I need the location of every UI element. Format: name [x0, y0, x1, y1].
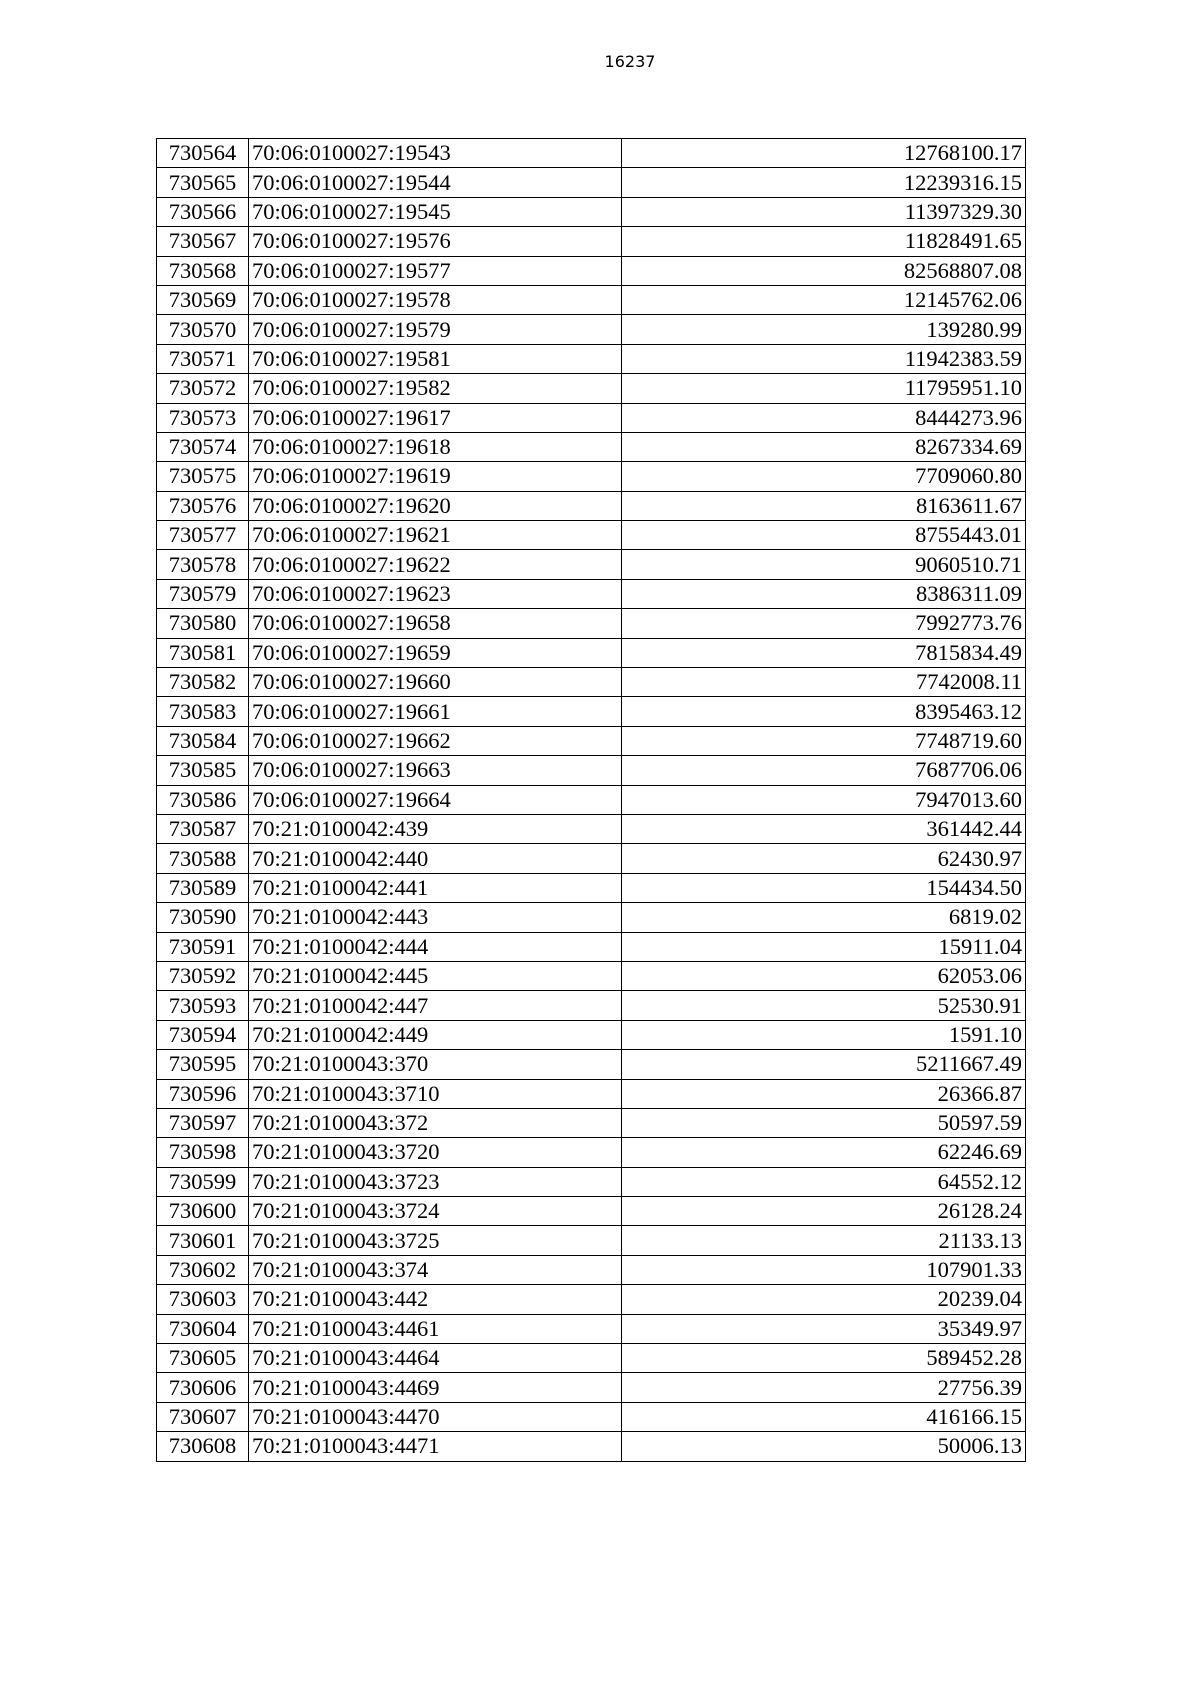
row-number-cell: 730604: [157, 1314, 249, 1343]
table-row: [157, 315, 1026, 344]
row-number-cell: 730589: [157, 873, 249, 902]
row-number-cell: 730597: [157, 1108, 249, 1137]
table-row: [157, 873, 1026, 902]
cadastral-value-cell: 139280.99: [622, 315, 1026, 344]
row-number-cell: 730580: [157, 609, 249, 638]
table-row: [157, 1402, 1026, 1431]
row-number-cell: 730593: [157, 991, 249, 1020]
table-row: [157, 991, 1026, 1020]
cadastral-number-cell: 70:06:0100027:19618: [249, 432, 622, 461]
row-number-cell: 730579: [157, 579, 249, 608]
cadastral-number-cell: 70:21:0100043:4461: [249, 1314, 622, 1343]
row-number-cell: 730607: [157, 1402, 249, 1431]
row-number-cell: 730606: [157, 1373, 249, 1402]
cadastral-value-cell: 7687706.06: [622, 756, 1026, 785]
cadastral-value-cell: 11942383.59: [622, 344, 1026, 373]
cadastral-number-cell: 70:06:0100027:19658: [249, 609, 622, 638]
row-number-cell: 730595: [157, 1050, 249, 1079]
table-row: [157, 1138, 1026, 1167]
cadastral-number-cell: 70:06:0100027:19544: [249, 168, 622, 197]
cadastral-number-cell: 70:21:0100042:440: [249, 844, 622, 873]
row-number-cell: 730565: [157, 168, 249, 197]
row-number-cell: 730608: [157, 1432, 249, 1461]
cadastral-value-cell: 50006.13: [622, 1432, 1026, 1461]
row-number-cell: 730573: [157, 403, 249, 432]
table-row: [157, 1314, 1026, 1343]
cadastral-value-cell: 62246.69: [622, 1138, 1026, 1167]
row-number-cell: 730591: [157, 932, 249, 961]
row-number-cell: 730571: [157, 344, 249, 373]
cadastral-number-cell: 70:06:0100027:19663: [249, 756, 622, 785]
cadastral-value-cell: 8163611.67: [622, 491, 1026, 520]
cadastral-number-cell: 70:21:0100043:442: [249, 1285, 622, 1314]
cadastral-value-cell: 21133.13: [622, 1226, 1026, 1255]
row-number-cell: 730594: [157, 1020, 249, 1049]
cadastral-number-cell: 70:21:0100043:370: [249, 1050, 622, 1079]
table-row: [157, 932, 1026, 961]
cadastral-number-cell: 70:06:0100027:19621: [249, 521, 622, 550]
row-number-cell: 730598: [157, 1138, 249, 1167]
cadastral-value-cell: 8755443.01: [622, 521, 1026, 550]
table-row: [157, 1373, 1026, 1402]
table-row: [157, 1226, 1026, 1255]
cadastral-value-cell: 20239.04: [622, 1285, 1026, 1314]
table-row: [157, 814, 1026, 843]
row-number-cell: 730581: [157, 638, 249, 667]
cadastral-value-cell: 12145762.06: [622, 285, 1026, 314]
cadastral-value-cell: 11828491.65: [622, 227, 1026, 256]
cadastral-number-cell: 70:06:0100027:19576: [249, 227, 622, 256]
cadastral-value-cell: 26366.87: [622, 1079, 1026, 1108]
cadastral-number-cell: 70:06:0100027:19579: [249, 315, 622, 344]
table-row: [157, 1167, 1026, 1196]
cadastral-value-cell: 11397329.30: [622, 197, 1026, 226]
cadastral-number-cell: 70:06:0100027:19623: [249, 579, 622, 608]
row-number-cell: 730590: [157, 903, 249, 932]
row-number-cell: 730600: [157, 1197, 249, 1226]
cadastral-number-cell: 70:21:0100043:4470: [249, 1402, 622, 1431]
table-row: [157, 1344, 1026, 1373]
cadastral-value-cell: 1591.10: [622, 1020, 1026, 1049]
cadastral-number-cell: 70:21:0100043:374: [249, 1255, 622, 1284]
row-number-cell: 730603: [157, 1285, 249, 1314]
table-row: [157, 227, 1026, 256]
cadastral-number-cell: 70:06:0100027:19545: [249, 197, 622, 226]
row-number-cell: 730584: [157, 726, 249, 755]
table-row: [157, 609, 1026, 638]
row-number-cell: 730588: [157, 844, 249, 873]
cadastral-value-cell: 6819.02: [622, 903, 1026, 932]
table-row: [157, 638, 1026, 667]
cadastral-value-cell: 62053.06: [622, 961, 1026, 990]
table-row: [157, 903, 1026, 932]
cadastral-number-cell: 70:06:0100027:19659: [249, 638, 622, 667]
cadastral-number-cell: 70:21:0100043:4469: [249, 1373, 622, 1402]
cadastral-value-cell: 82568807.08: [622, 256, 1026, 285]
cadastral-value-cell: 35349.97: [622, 1314, 1026, 1343]
cadastral-number-cell: 70:06:0100027:19617: [249, 403, 622, 432]
cadastral-number-cell: 70:21:0100042:439: [249, 814, 622, 843]
row-number-cell: 730601: [157, 1226, 249, 1255]
table-row: [157, 1020, 1026, 1049]
cadastral-value-cell: 107901.33: [622, 1255, 1026, 1284]
table-row: [157, 1197, 1026, 1226]
cadastral-number-cell: 70:21:0100042:444: [249, 932, 622, 961]
row-number-cell: 730599: [157, 1167, 249, 1196]
cadastral-value-cell: 52530.91: [622, 991, 1026, 1020]
table-row: [157, 462, 1026, 491]
cadastral-number-cell: 70:06:0100027:19578: [249, 285, 622, 314]
table-row: [157, 344, 1026, 373]
cadastral-number-cell: 70:21:0100042:441: [249, 873, 622, 902]
table-row: [157, 756, 1026, 785]
table-row: [157, 285, 1026, 314]
cadastral-number-cell: 70:06:0100027:19622: [249, 550, 622, 579]
cadastral-number-cell: 70:06:0100027:19581: [249, 344, 622, 373]
row-number-cell: 730586: [157, 785, 249, 814]
row-number-cell: 730577: [157, 521, 249, 550]
cadastral-number-cell: 70:06:0100027:19664: [249, 785, 622, 814]
cadastral-number-cell: 70:21:0100042:445: [249, 961, 622, 990]
cadastral-value-cell: 416166.15: [622, 1402, 1026, 1431]
cadastral-value-cell: 7709060.80: [622, 462, 1026, 491]
table-row: [157, 961, 1026, 990]
cadastral-value-cell: 8444273.96: [622, 403, 1026, 432]
table-row: [157, 550, 1026, 579]
cadastral-number-cell: 70:06:0100027:19619: [249, 462, 622, 491]
row-number-cell: 730568: [157, 256, 249, 285]
cadastral-number-cell: 70:06:0100027:19620: [249, 491, 622, 520]
cadastral-value-table: [156, 138, 1026, 1462]
table-row: [157, 197, 1026, 226]
row-number-cell: 730576: [157, 491, 249, 520]
cadastral-number-cell: 70:21:0100043:3710: [249, 1079, 622, 1108]
cadastral-value-cell: 589452.28: [622, 1344, 1026, 1373]
row-number-cell: 730602: [157, 1255, 249, 1284]
table-row: [157, 1285, 1026, 1314]
table-row: [157, 697, 1026, 726]
cadastral-value-cell: 50597.59: [622, 1108, 1026, 1137]
cadastral-number-cell: 70:21:0100043:3725: [249, 1226, 622, 1255]
cadastral-value-cell: 9060510.71: [622, 550, 1026, 579]
row-number-cell: 730575: [157, 462, 249, 491]
row-number-cell: 730587: [157, 814, 249, 843]
cadastral-value-cell: 12768100.17: [622, 139, 1026, 168]
row-number-cell: 730578: [157, 550, 249, 579]
cadastral-number-cell: 70:21:0100043:4464: [249, 1344, 622, 1373]
table-row: [157, 785, 1026, 814]
table-row: [157, 668, 1026, 697]
cadastral-number-cell: 70:21:0100043:3720: [249, 1138, 622, 1167]
cadastral-value-cell: 7748719.60: [622, 726, 1026, 755]
cadastral-value-cell: 361442.44: [622, 814, 1026, 843]
table-row: [157, 168, 1026, 197]
table-row: [157, 374, 1026, 403]
cadastral-value-cell: 7992773.76: [622, 609, 1026, 638]
table-row: [157, 1050, 1026, 1079]
table-row: [157, 432, 1026, 461]
cadastral-number-cell: 70:06:0100027:19582: [249, 374, 622, 403]
cadastral-value-cell: 7815834.49: [622, 638, 1026, 667]
table-row: [157, 844, 1026, 873]
cadastral-number-cell: 70:21:0100043:3723: [249, 1167, 622, 1196]
row-number-cell: 730596: [157, 1079, 249, 1108]
row-number-cell: 730564: [157, 139, 249, 168]
cadastral-number-cell: 70:21:0100042:447: [249, 991, 622, 1020]
cadastral-value-cell: 11795951.10: [622, 374, 1026, 403]
cadastral-number-cell: 70:06:0100027:19662: [249, 726, 622, 755]
cadastral-number-cell: 70:21:0100043:4471: [249, 1432, 622, 1461]
table-row: [157, 491, 1026, 520]
table-row: [157, 521, 1026, 550]
table-row: [157, 726, 1026, 755]
table-body: [157, 139, 1026, 1462]
cadastral-number-cell: 70:06:0100027:19577: [249, 256, 622, 285]
row-number-cell: 730592: [157, 961, 249, 990]
cadastral-number-cell: 70:21:0100043:372: [249, 1108, 622, 1137]
cadastral-value-cell: 154434.50: [622, 873, 1026, 902]
cadastral-number-cell: 70:21:0100042:443: [249, 903, 622, 932]
cadastral-value-cell: 64552.12: [622, 1167, 1026, 1196]
row-number-cell: 730567: [157, 227, 249, 256]
row-number-cell: 730585: [157, 756, 249, 785]
table-row: [157, 139, 1026, 168]
table-row: [157, 1255, 1026, 1284]
row-number-cell: 730566: [157, 197, 249, 226]
cadastral-value-cell: 8386311.09: [622, 579, 1026, 608]
cadastral-value-cell: 12239316.15: [622, 168, 1026, 197]
cadastral-number-cell: 70:06:0100027:19543: [249, 139, 622, 168]
table-row: [157, 579, 1026, 608]
row-number-cell: 730574: [157, 432, 249, 461]
cadastral-value-cell: 8395463.12: [622, 697, 1026, 726]
table-row: [157, 403, 1026, 432]
table-row: [157, 1108, 1026, 1137]
table-row: [157, 1079, 1026, 1108]
cadastral-value-cell: 62430.97: [622, 844, 1026, 873]
cadastral-value-cell: 8267334.69: [622, 432, 1026, 461]
row-number-cell: 730583: [157, 697, 249, 726]
cadastral-value-cell: 7742008.11: [622, 668, 1026, 697]
row-number-cell: 730570: [157, 315, 249, 344]
row-number-cell: 730582: [157, 668, 249, 697]
row-number-cell: 730605: [157, 1344, 249, 1373]
cadastral-number-cell: 70:06:0100027:19661: [249, 697, 622, 726]
cadastral-value-cell: 7947013.60: [622, 785, 1026, 814]
cadastral-value-cell: 27756.39: [622, 1373, 1026, 1402]
page-number: 16237: [604, 52, 656, 71]
cadastral-value-cell: 5211667.49: [622, 1050, 1026, 1079]
table-row: [157, 256, 1026, 285]
row-number-cell: 730572: [157, 374, 249, 403]
row-number-cell: 730569: [157, 285, 249, 314]
cadastral-value-cell: 26128.24: [622, 1197, 1026, 1226]
table-row: [157, 1432, 1026, 1461]
cadastral-number-cell: 70:21:0100042:449: [249, 1020, 622, 1049]
cadastral-number-cell: 70:06:0100027:19660: [249, 668, 622, 697]
cadastral-number-cell: 70:21:0100043:3724: [249, 1197, 622, 1226]
cadastral-value-cell: 15911.04: [622, 932, 1026, 961]
